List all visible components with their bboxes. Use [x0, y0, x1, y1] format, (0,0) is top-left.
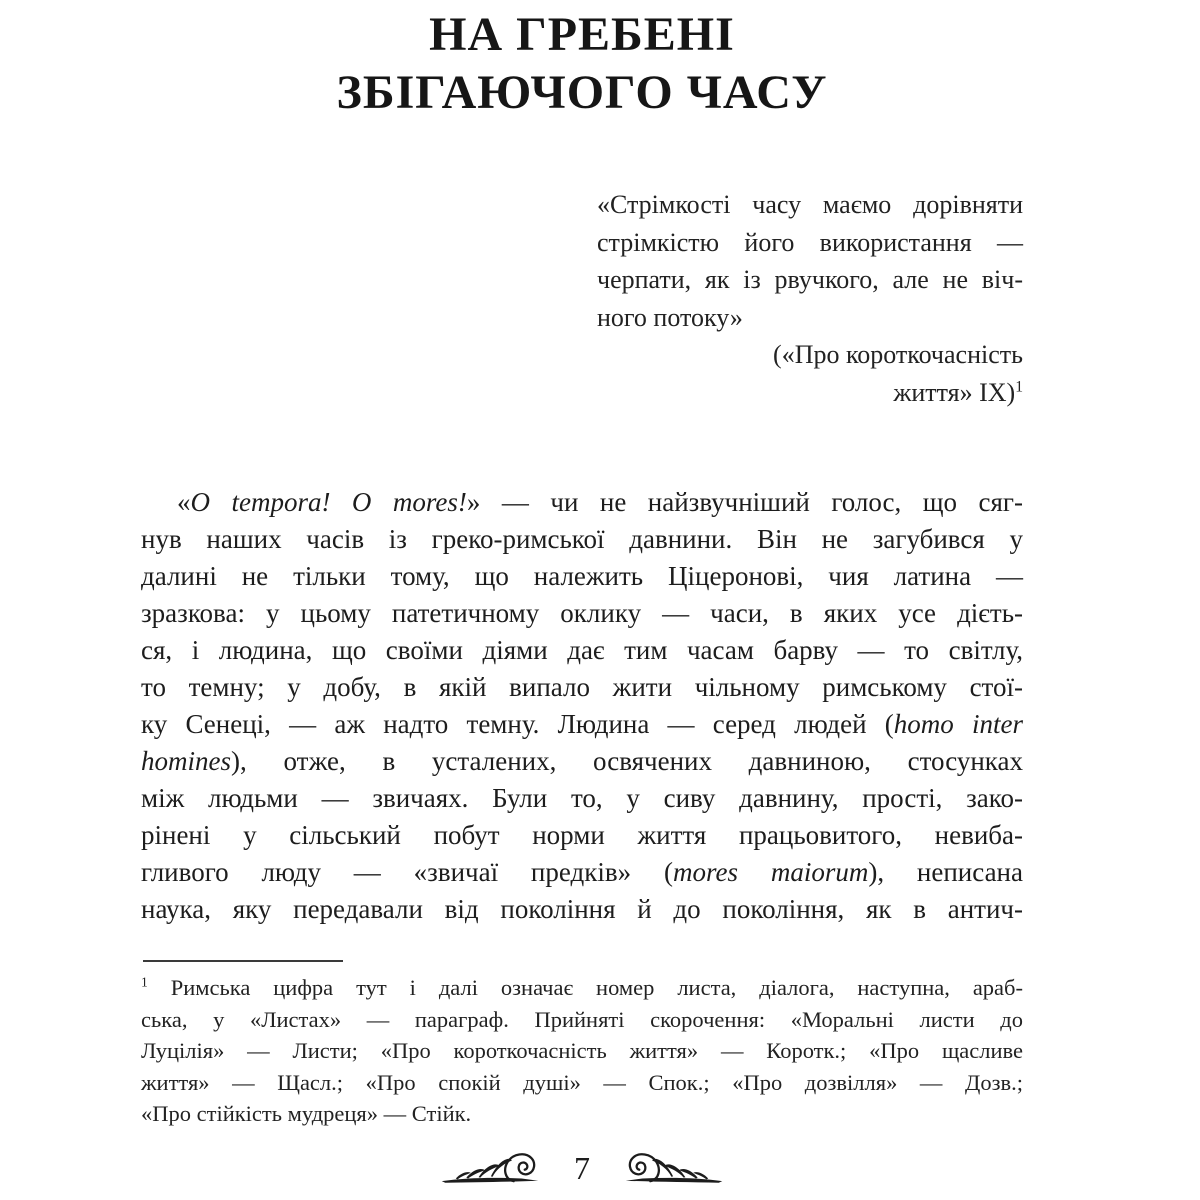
page-number: 7: [574, 1150, 590, 1186]
text-line: далині не тільки тому, що належить Ціцеронові, чия латина —: [141, 561, 1023, 591]
epigraph: [597, 186, 1023, 411]
footnote: [141, 972, 1023, 1130]
text-line: $^1$ Римська цифра тут і далі означає номер листа, діалога, наступна, араб-: [141, 974, 1023, 1000]
body-text: [141, 484, 1023, 928]
text-line: ська, у «Листах» — параграф. Прийняті скорочення: «Моральні листи до: [141, 1006, 1023, 1032]
page-footer: [141, 1142, 1023, 1194]
text-line: рінені у сільський побут норми життя працьовитого, невиба-: [141, 820, 1023, 850]
text-line: зразкова: у цьому патетичному оклику — часи, в яких усе дієть-: [141, 598, 1023, 628]
text-line: ного потоку»: [597, 302, 743, 332]
text-line: черпати, як із рвучкого, але не віч-: [597, 265, 1023, 294]
text-line: гливого люду — «звичаї предків» (mores maiorum), неписана: [141, 857, 1023, 887]
text-line: життя» — Щасл.; «Про спокій душі» — Спок.; «Про дозвілля» — Дозв.;: [141, 1069, 1023, 1095]
text-line: ся, і людина, що своїми діями дає тим часам барву — то світлу,: [141, 635, 1023, 665]
flourish-left-icon: [440, 1146, 540, 1190]
text-line: наука, яку передавали від покоління й до покоління, як в антич-: [141, 894, 1023, 924]
flourish-right-icon: [624, 1146, 724, 1190]
chapter-title: [141, 6, 1023, 122]
text-line: «Стрімкості часу маємо дорівняти: [597, 190, 1023, 219]
chapter-title-line-2: ЗБІГАЮЧОГО ЧАСУ: [336, 66, 828, 119]
text-line: «O tempora! O mores!» — чи не найзвучніший голос, що сяг-: [177, 487, 1023, 517]
text-line: («Про короткочасність: [773, 340, 1023, 369]
chapter-title-line-1: НА ГРЕБЕНІ: [429, 8, 735, 61]
text-line: homines), отже, в усталених, освячених давниною, стосунках: [141, 746, 1023, 776]
text-line: стрімкістю його використання —: [597, 227, 1023, 257]
text-line: то темну; у добу, в якій випало жити чільному римському стої-: [141, 672, 1023, 702]
text-line: Луцілія» — Листи; «Про короткочасність життя» — Коротк.; «Про щасливе: [141, 1038, 1023, 1063]
text-line: між людьми — звичаях. Були то, у сиву давнину, прості, зако-: [141, 783, 1023, 813]
text-line: «Про стійкість мудреця» — Стійк.: [141, 1101, 472, 1126]
footnote-separator: [143, 960, 343, 962]
text-line: ку Сенеці, — аж надто темну. Людина — серед людей (homo inter: [141, 709, 1024, 739]
text-line: нув наших часів із греко-римської давнини. Він не загубився у: [141, 524, 1023, 554]
text-line: життя» IX)$^1$: [893, 377, 1023, 407]
